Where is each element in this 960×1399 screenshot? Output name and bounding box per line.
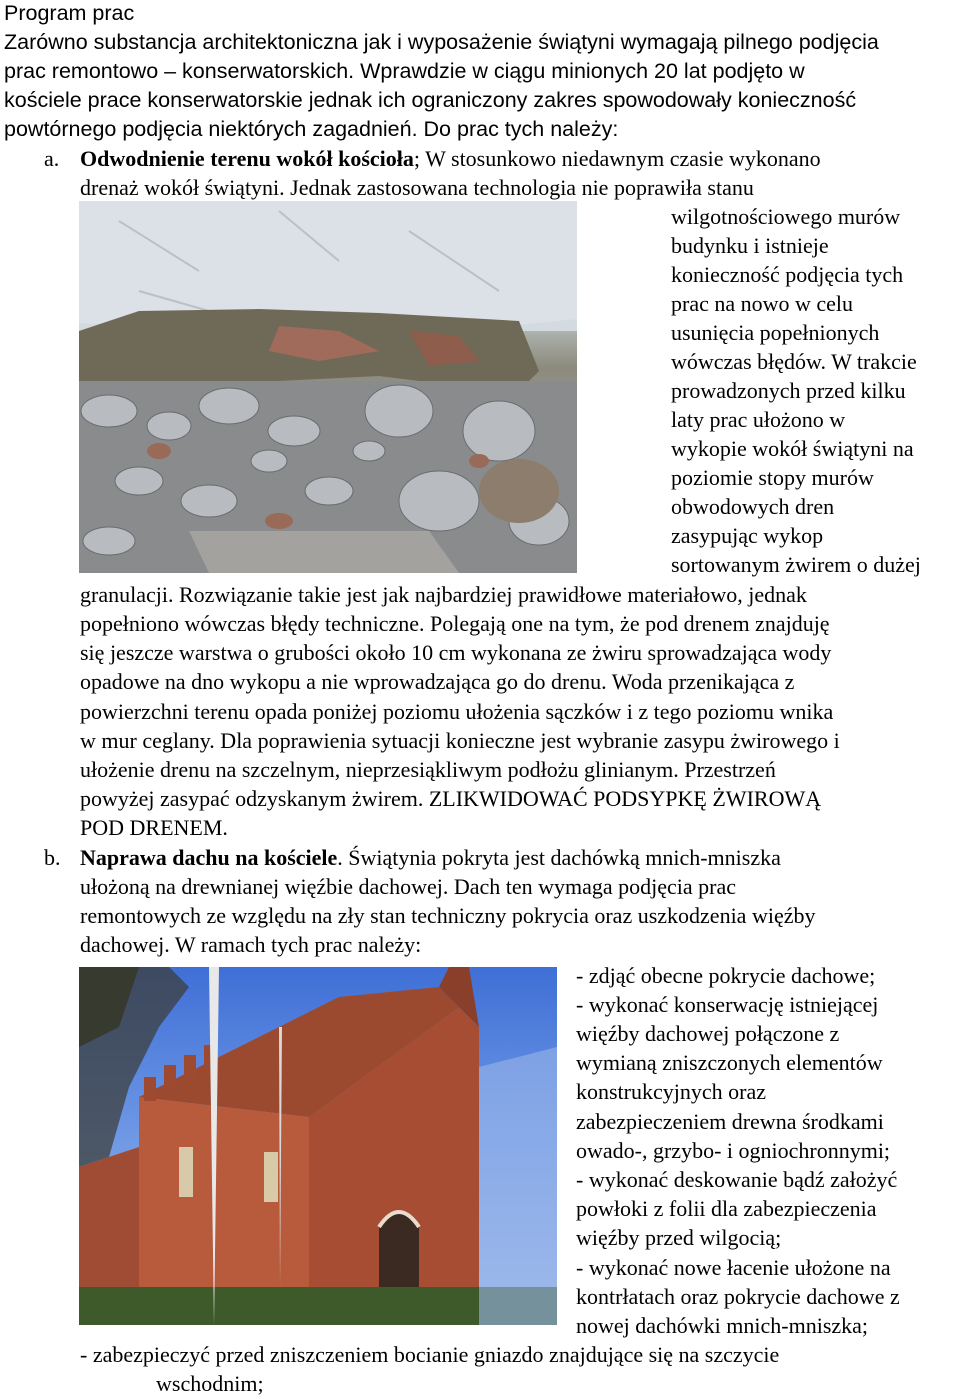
item-b-line-4: dachowej. W ramach tych prac należy: [80, 932, 422, 957]
church-photo [79, 967, 557, 1325]
item-a-body-3: się jeszcze warstwa o grubości około 10 cm wykonana ze żwiru sprowadzająca wody [80, 640, 832, 665]
item-b-side-10: więźby przed wilgocią; [576, 1225, 782, 1250]
item-a-side-6: wówczas błędów. W trakcie [671, 349, 917, 374]
item-b-side-4: wymianą zniszczonych elementów [576, 1050, 883, 1075]
item-a-side-10: poziomie stopy murów [671, 465, 874, 490]
item-b-heading: Naprawa dachu na kościele [80, 845, 338, 870]
item-b-side-2: - wykonać konserwację istniejącej [576, 992, 879, 1017]
item-b-line-2: ułożoną na drewnianej więźbie dachowej. Dach ten wymaga podjęcia prac [80, 874, 737, 899]
item-a-marker: a. [44, 146, 60, 171]
item-b-side-11: - wykonać nowe łacenie ułożone na [576, 1255, 891, 1280]
item-b-side-12: kontrłatach oraz pokrycie dachowe z [576, 1284, 900, 1309]
church-illustration [79, 967, 557, 1325]
item-b-side-1: - zdjąć obecne pokrycie dachowe; [576, 963, 876, 988]
item-b-line-1 [80, 843, 781, 872]
item-a-body-4: opadowe na dno wykopu a nie wprowadzająca go do drenu. Woda przenikająca z [80, 669, 795, 694]
item-a-side-3: konieczność podjęcia tych [671, 262, 904, 287]
item-b-marker: b. [44, 845, 61, 870]
item-b-side-7: owado-, grzybo- i ogniochronnymi; [576, 1138, 891, 1163]
item-a-body-7: ułożenie drenu na szczelnym, nieprzesiąkliwym podłożu glinianym. Przestrzeń [80, 757, 776, 782]
intro-line-2: prac remontowo – konserwatorskich. Wprawdzie w ciągu minionych 20 lat podjęto w [4, 59, 805, 83]
item-a-body-2: popełniono wówczas błędy techniczne. Polegają one na tym, że pod drenem znajduję [80, 611, 830, 636]
item-a-line-1 [80, 144, 821, 173]
item-b-side-6: zabezpieczeniem drewna środkami [576, 1109, 884, 1134]
item-b-side-13: nowej dachówki mnich-mniszka; [576, 1313, 869, 1338]
item-b-side-5: konstrukcyjnych oraz [576, 1079, 766, 1104]
item-b-line-3: remontowych ze względu na zły stan techniczny pokrycia oraz uszkodzenia więźby [80, 903, 816, 928]
wall-drainage-illustration [79, 201, 577, 573]
item-b-bottom-1: - zabezpieczyć przed zniszczeniem bocianie gniazdo znajdujące się na szczycie [80, 1342, 780, 1367]
item-a-side-9: wykopie wokół świątyni na [671, 436, 914, 461]
item-a-side-7: prowadzonych przed kilku [671, 378, 906, 403]
item-a-body-9: POD DRENEM. [80, 815, 228, 840]
item-a-side-2: budynku i istnieje [671, 233, 829, 258]
intro-line-3: kościele prace konserwatorskie jednak ich ograniczony zakres spowodowały konieczność [4, 88, 857, 112]
item-a-side-13: sortowanym żwirem o dużej [671, 552, 921, 577]
item-b-bottom-2: wschodnim; [156, 1371, 264, 1396]
item-a-body-1: granulacji. Rozwiązanie takie jest jak najbardziej prawidłowe materiałowo, jednak [80, 582, 807, 607]
item-b-side-3: więźby dachowej połączone z [576, 1021, 840, 1046]
wall-drainage-photo [79, 201, 577, 573]
item-a-side-1: wilgotnościowego murów [671, 204, 901, 229]
item-a-side-11: obwodowych dren [671, 494, 835, 519]
item-a-line-2: drenaż wokół świątyni. Jednak zastosowana technologia nie poprawiła stanu [80, 175, 754, 200]
page-title: Program prac [4, 1, 135, 25]
item-b-side-8: - wykonać deskowanie bądź założyć [576, 1167, 898, 1192]
intro-line-1: Zarówno substancja architektoniczna jak i wyposażenie świątyni wymagają pilnego podjęcia [4, 30, 879, 54]
item-a-side-8: laty prac ułożono w [671, 407, 846, 432]
item-b-side-9: powłoki z folii dla zabezpieczenia [576, 1196, 877, 1221]
item-a-side-5: usunięcia popełnionych [671, 320, 880, 345]
item-a-line-1-rest: ; W stosunkowo niedawnym czasie wykonano [413, 146, 821, 171]
intro-line-4: powtórnego podjęcia niektórych zagadnień. Do prac tych należy: [4, 117, 619, 141]
item-a-body-5: powierzchni terenu opada poniżej poziomu ułożenia sączków i z tego poziomu wnika [80, 699, 834, 724]
item-a-body-6: w mur ceglany. Dla poprawienia sytuacji konieczne jest wybranie zasypu żwirowego i [80, 728, 840, 753]
item-a-side-12: zasypując wykop [671, 523, 824, 548]
item-a-body-8: powyżej zasypać odzyskanym żwirem. ZLIKWIDOWAĆ PODSYPKĘ ŻWIROWĄ [80, 786, 822, 811]
item-a-heading: Odwodnienie terenu wokół kościoła [80, 146, 414, 171]
item-a-side-4: prac na nowo w celu [671, 291, 854, 316]
item-b-line-1-rest: . Świątynia pokryta jest dachówką mnich-mniszka [337, 845, 781, 870]
